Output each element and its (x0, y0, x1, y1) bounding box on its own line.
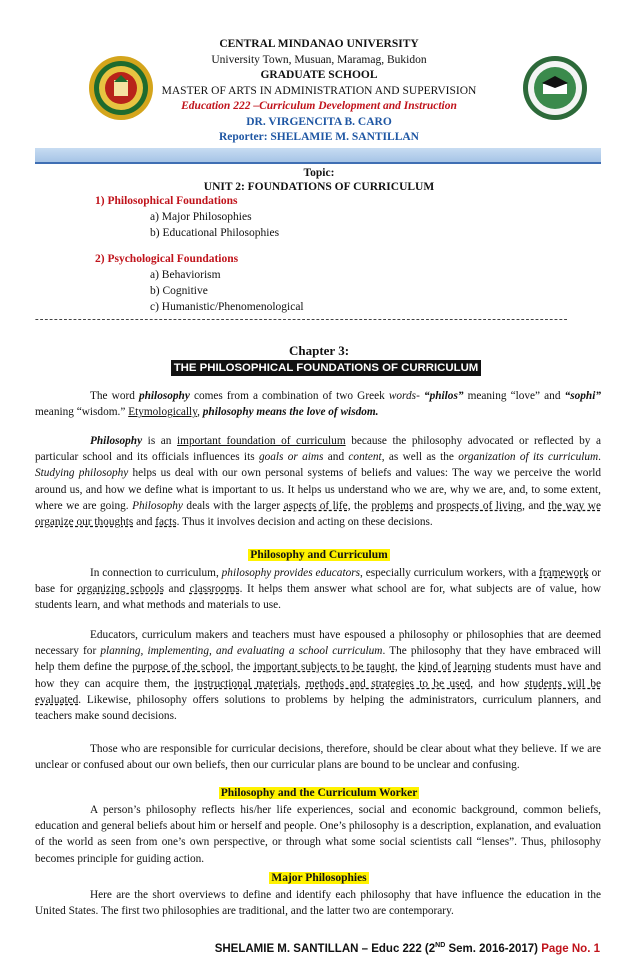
paragraph-educators (35, 627, 601, 724)
outline-item: c) Humanistic/Phenomenological (150, 301, 304, 313)
page-footer (0, 942, 600, 955)
underlined-phrase: organizing schools (77, 583, 164, 596)
text-run: , as well as the (381, 451, 459, 464)
footer-superscript: ND (435, 942, 446, 949)
text-run: . The philosophy that they have embraced will help them define the (35, 645, 602, 674)
chapter-title: THE PHILOSOPHICAL FOUNDATIONS OF CURRICULUM (171, 360, 481, 376)
underlined-phrase: framework (539, 567, 589, 579)
text-run: organization of its curriculum (458, 451, 599, 464)
paragraph-intro (35, 388, 601, 420)
text-run: and (133, 516, 156, 529)
paragraph-decisions: Those who are responsible for curricular decisions, therefore, should be clear about what they believe. If we are unclear or confused about our own beliefs, then our curricular plans are bound to be unclear and confusing. (35, 743, 601, 772)
outline-item: b) Educational Philosophies (150, 227, 280, 239)
paragraph-curriculum (35, 565, 601, 614)
text-run: . It helps them answer what school are for, what subjects are of value, how students learn, and what methods and materials to use. (35, 583, 601, 612)
text-run: meaning “wisdom.” (35, 406, 129, 419)
underlined-phrase: prospects of living (436, 499, 523, 512)
footer-course: – Educ 222 (2 (358, 942, 436, 955)
underlined-phrase: students will be evaluated (35, 677, 601, 706)
text-run: , and (522, 499, 549, 512)
text-run: , (297, 677, 306, 690)
text-run: is an (142, 435, 178, 447)
text-run: deals with the larger (182, 499, 284, 512)
text-run: comes from a combination of two Greek (189, 390, 389, 402)
page-number: Page No. 1 (541, 942, 600, 955)
reporter-name: SHELAMIE M. SANTILLAN (270, 131, 419, 143)
text-run: Philosophy (132, 499, 183, 512)
text-run: and (323, 451, 349, 464)
underlined-phrase: classrooms (189, 583, 240, 596)
section-heading (0, 872, 638, 884)
definition-phrase: philosophy means the love of wisdom. (202, 406, 379, 419)
text-run: , (197, 406, 203, 419)
section-heading (0, 549, 638, 561)
outline-heading: 2) Psychological Foundations (95, 253, 239, 265)
text-run: helps us deal with our own personal systems of beliefs and values: The way we perceive the world around us, and how we define what is important to us. It helps us understand who we are, why we are, and, to some extent, where we are going. (35, 467, 601, 512)
chapter-label: Chapter 3: (288, 343, 350, 358)
paragraph-worker: A person’s philosophy reflects his/her life experiences, social and economic background, common beliefs, education and general beliefs about him or herself and people. One’s philosophy is a description, explanation, and evaluation of the world as seen from one’s own perspective, or through what some social scientists call “lenses”. Thus, philosophy becomes principle for guiding action. (35, 804, 601, 865)
text-run: Educators, curriculum makers and teachers must have espoused a philosophy or philosophies that are deemed necessary for (35, 629, 601, 658)
underlined-phrase: important subjects to be taught (253, 661, 395, 674)
paragraph-major-philosophies: Here are the short overviews to define and identify each philosophy that have influence the education in the United States. The first two philosophies are traditional, and the latter two are contemporary. (35, 889, 601, 918)
text-run: , especially curriculum workers, with a (360, 567, 540, 579)
underlined-phrase: kind of learning (418, 661, 492, 674)
underlined-phrase: the way we organize our thoughts (35, 499, 601, 529)
underlined-phrase: methods and strategies to be used (305, 677, 471, 690)
term-etymologically: Etymologically (128, 406, 198, 419)
text-run: , the (347, 499, 372, 512)
outline-item: a) Major Philosophies (150, 211, 252, 223)
dashed-divider: ---------------------------------------------------------------------------------------------------------------- (35, 313, 569, 325)
section-heading (0, 787, 638, 799)
university-address: University Town, Musuan, Maramag, Bukidon (211, 53, 427, 66)
reporter-line (0, 130, 638, 146)
underlined-phrase: aspects of life (283, 499, 348, 512)
term-philosophy: Philosophy (90, 435, 143, 447)
outline-item: a) Behaviorism (150, 269, 221, 281)
text-run: philosophy provides educators (221, 567, 361, 579)
text-run: , and how (470, 677, 525, 690)
text-run: goals or aims (258, 451, 324, 464)
text-run: . (598, 451, 601, 464)
paragraph-philosophy (35, 433, 601, 530)
document-header (0, 37, 638, 146)
term-philos: “philos” (423, 390, 464, 402)
term-sophi: “sophi” (564, 390, 601, 402)
text-run: . Thus it involves decision and acting on these decisions. (176, 516, 433, 529)
topic-block (0, 166, 638, 194)
topic-title: UNIT 2: FOUNDATIONS OF CURRICULUM (203, 181, 435, 193)
school-name: GRADUATE SCHOOL (260, 69, 378, 81)
text-run: , the (394, 661, 419, 674)
course-title: Education 222 –Curriculum Development and Instruction (181, 100, 457, 112)
text-run: and (163, 583, 190, 596)
underlined-phrase: instructional materials (194, 677, 298, 690)
text-run: Studying philosophy (35, 467, 129, 480)
text-run: and (413, 499, 437, 512)
underlined-phrase: facts (155, 516, 177, 529)
reporter-label: Reporter: (219, 131, 268, 143)
term-philosophy: philosophy (138, 390, 190, 402)
text-run: students must have and how they can acquire them, the (35, 661, 601, 690)
topic-label: Topic: (303, 167, 335, 179)
text-run: , the (230, 661, 254, 674)
header-divider-band (35, 148, 601, 164)
highlighted-heading: Philosophy and the Curriculum Worker (220, 787, 418, 799)
underlined-phrase: important foundation of curriculum (177, 435, 346, 447)
underlined-phrase: problems (371, 499, 414, 512)
text-run: meaning “love” and (463, 390, 565, 402)
highlighted-heading: Major Philosophies (271, 872, 367, 884)
text-run: because the philosophy advocated or reflected by a particular school and its officials influences its (35, 435, 602, 464)
text-run: words- (388, 390, 424, 402)
university-name: CENTRAL MINDANAO UNIVERSITY (219, 38, 419, 50)
footer-semester: Sem. 2016-2017) (445, 942, 542, 955)
outline-heading: 1) Philosophical Foundations (95, 195, 238, 207)
text-run: planning, implementing, and evaluating a school curriculum (100, 645, 383, 658)
outline-item: b) Cognitive (150, 285, 208, 297)
text-run: content (348, 451, 382, 464)
highlighted-heading: Philosophy and Curriculum (250, 549, 388, 561)
underlined-phrase: purpose of the school (132, 661, 231, 674)
professor-name: DR. VIRGENCITA B. CARO (246, 115, 392, 128)
footer-author: SHELAMIE M. SANTILLAN (214, 942, 359, 955)
text-run: The word (90, 390, 139, 402)
text-run: In connection to curriculum, (90, 567, 222, 579)
program-name: MASTER OF ARTS IN ADMINISTRATION AND SUPERVISION (161, 84, 477, 97)
text-run: or base for (35, 567, 602, 596)
text-run: . Likewise, philosophy offers solutions to problems by helping the administrators, curriculum planners, and teachers make sound decisions. (35, 693, 601, 723)
